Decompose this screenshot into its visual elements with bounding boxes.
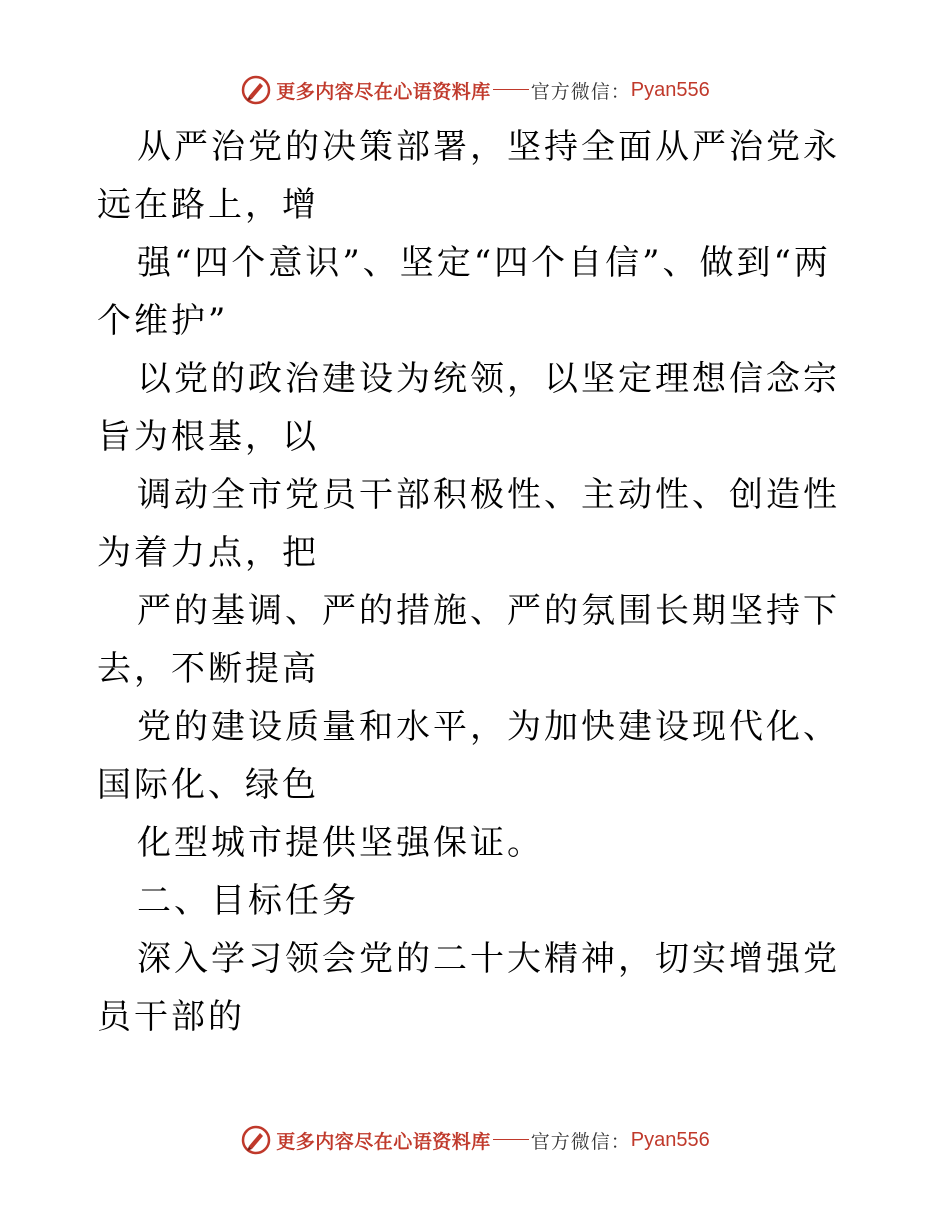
section-heading: 二、目标任务 xyxy=(137,881,359,921)
paragraph: 调动全市党员干部积极性、主动性、创造性为着力点，把 xyxy=(97,475,840,573)
document-body xyxy=(97,118,857,1046)
pen-logo-icon xyxy=(240,74,272,106)
watermark-site-text: 更多内容尽在心语资料库 xyxy=(276,80,491,103)
header-watermark xyxy=(0,72,950,108)
watermark-dash xyxy=(493,89,529,90)
pen-logo-icon xyxy=(240,1124,272,1156)
paragraph: 党的建设质量和水平，为加快建设现代化、国际化、绿色 xyxy=(97,707,840,805)
footer-watermark xyxy=(0,1122,950,1158)
paragraph: 化型城市提供坚强保证。 xyxy=(137,823,544,863)
watermark-wechat-id: Pyan556 xyxy=(630,1128,710,1151)
paragraph: 强“四个意识”、坚定“四个自信”、做到“两个维护” xyxy=(97,243,831,341)
watermark-wechat-id: Pyan556 xyxy=(630,78,710,101)
watermark-dash xyxy=(493,1139,529,1140)
paragraph: 深入学习领会党的二十大精神，切实增强党员干部的 xyxy=(97,939,840,1037)
watermark-label: 官方微信： xyxy=(530,80,631,103)
watermark-site-text: 更多内容尽在心语资料库 xyxy=(276,1130,491,1153)
watermark-label: 官方微信： xyxy=(530,1130,631,1153)
paragraph: 严的基调、严的措施、严的氛围长期坚持下去，不断提高 xyxy=(97,591,840,689)
paragraph: 从严治党的决策部署，坚持全面从严治党永远在路上，增 xyxy=(97,127,840,225)
paragraph: 以党的政治建设为统领，以坚定理想信念宗旨为根基，以 xyxy=(97,359,840,457)
